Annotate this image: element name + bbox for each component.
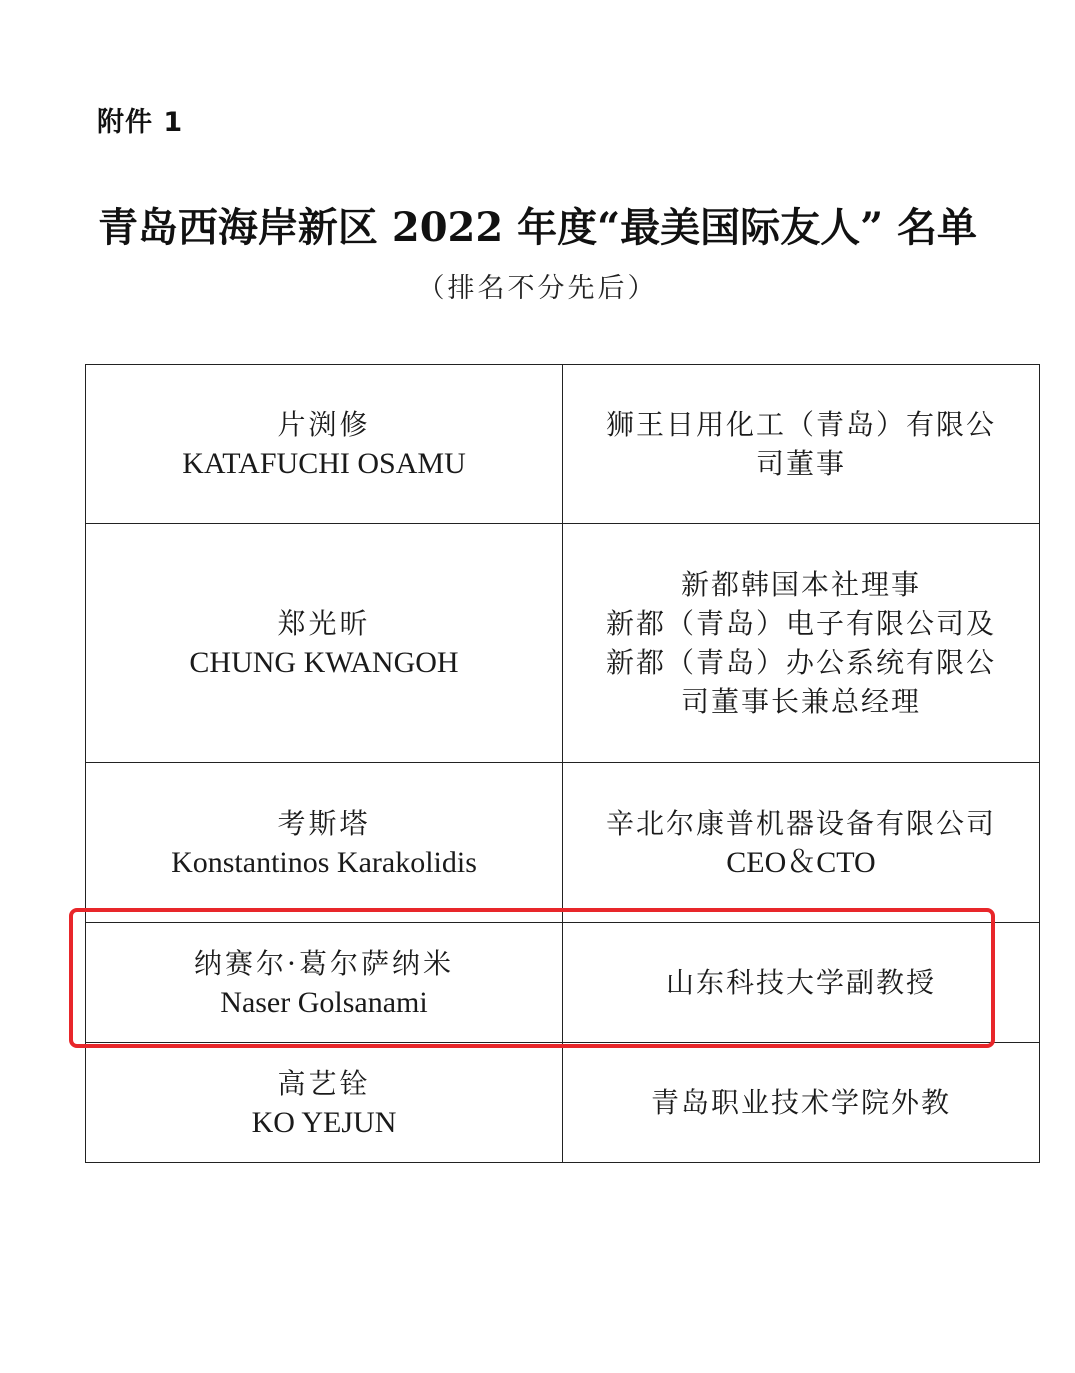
name-english: KO YEJUN bbox=[251, 1105, 397, 1139]
document-subtitle: （排名不分先后） bbox=[417, 273, 658, 304]
organization-line: CEO＆CTO bbox=[726, 845, 876, 879]
honoree-table bbox=[85, 364, 1040, 1163]
organization-line: 青岛职业技术学院外教 bbox=[650, 1086, 951, 1119]
name-english: KATAFUCHI OSAMU bbox=[182, 447, 466, 480]
name-chinese: 郑光昕 bbox=[277, 607, 371, 640]
name-cell bbox=[86, 365, 563, 524]
table-row bbox=[86, 524, 1040, 763]
table-row bbox=[86, 763, 1040, 923]
organization-line: 新都（青岛）办公系统有限公 bbox=[605, 646, 996, 679]
name-chinese: 片渕修 bbox=[277, 408, 371, 441]
name-cell bbox=[86, 923, 563, 1043]
name-cell bbox=[86, 1043, 563, 1163]
attachment-label: 附件 1 bbox=[97, 107, 184, 138]
document-title: 青岛西海岸新区 2022 年度“最美国际友人” 名单 bbox=[97, 204, 978, 251]
organization-line: 司董事长兼总经理 bbox=[680, 685, 921, 718]
table-row bbox=[86, 365, 1040, 524]
organization-cell bbox=[563, 763, 1040, 923]
organization-line: 狮王日用化工（青岛）有限公 bbox=[605, 408, 996, 441]
name-cell bbox=[86, 524, 563, 763]
table-row bbox=[86, 923, 1040, 1043]
organization-line: 新都韩国本社理事 bbox=[680, 568, 921, 601]
name-english: CHUNG KWANGOH bbox=[189, 646, 459, 679]
organization-cell bbox=[563, 1043, 1040, 1163]
organization-line: 新都（青岛）电子有限公司及 bbox=[605, 607, 996, 640]
name-chinese: 考斯塔 bbox=[277, 806, 371, 840]
name-english: Konstantinos Karakolidis bbox=[171, 845, 477, 879]
organization-line: 辛北尔康普机器设备有限公司 bbox=[605, 806, 996, 840]
organization-line: 山东科技大学副教授 bbox=[665, 966, 936, 999]
organization-cell bbox=[563, 524, 1040, 763]
name-english: Naser Golsanami bbox=[220, 985, 428, 1019]
name-chinese: 纳赛尔·葛尔萨纳米 bbox=[194, 946, 454, 980]
table-row bbox=[86, 1043, 1040, 1163]
name-cell bbox=[86, 763, 563, 923]
organization-cell bbox=[563, 365, 1040, 524]
name-chinese: 高艺铨 bbox=[277, 1066, 371, 1100]
organization-line: 司董事 bbox=[755, 447, 846, 480]
organization-cell bbox=[563, 923, 1040, 1043]
